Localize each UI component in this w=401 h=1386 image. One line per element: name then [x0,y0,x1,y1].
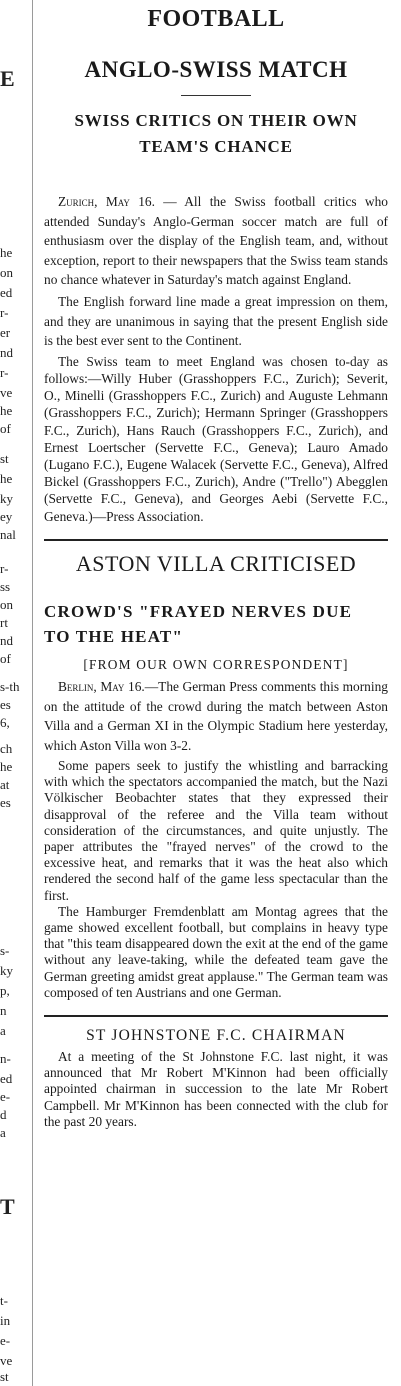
article-paragraph [44,677,388,756]
left-fragment: he [0,403,13,418]
left-fragment: es [0,795,11,810]
left-fragment: he [0,245,13,260]
article-anglo-swiss [44,57,388,525]
left-fragment: r- [0,365,9,380]
article-paragraph: At a meeting of the St Johnstone F.C. last night, it was announced that Mr Robert M'Kinnon had been officially appointed chairman in succession to the late Mr Robert Campbell. Mr M'Kinnon has been connected with the club for the past 20 years. [44,1049,388,1129]
left-fragment: on [0,597,13,612]
left-fragment: T [0,1194,15,1219]
left-fragment: E [0,66,15,91]
left-fragment: er [0,325,11,340]
left-fragment: e- [0,1333,11,1348]
left-fragment: ky [0,963,13,978]
left-fragment: p, [0,983,10,998]
article-st-johnstone [44,1027,388,1130]
subheadline-line: CROWD'S "FRAYED NERVES DUE [44,601,353,621]
article-divider [44,1015,388,1017]
left-fragment: on [0,265,13,280]
adjacent-column-fragments [0,0,30,1386]
headline-divider [181,95,251,96]
article-paragraph: The Swiss team to meet England was chosen to-day as follows:—Willy Huber (Grasshoppers F.C., Zurich); Severit, O., Minelli (Grasshoppers F.C., Zurich) and Auguste Lehmann (Grasshoppers F.C., Zurich); Hermann Springer (Grasshoppers F.C., Zurich), Hans Rauch (Grasshoppers F.C., Zurich), and Ernest Loertscher (Servette F.C., Geneva); Lauro Amado (Lugano F.C.), Eugene Walacek (Servette F.C., Geneva), Alfred Bickel (Grasshoppers F.C., Zurich), Andre ("Trello") Abegglen (Servette F.C., Geneva), and Georges Aebi (Servette F.C., Geneva.)—Press Association. [44,353,388,524]
left-fragment: of [0,651,11,666]
subheadline-line: TEAM'S CHANCE [139,137,293,156]
left-fragment: nal [0,527,16,542]
article-headline: ANGLO-SWISS MATCH [84,57,348,82]
article-paragraph: The Hamburger Fremdenblatt am Montag agrees that the game showed excellent football, but complains in heavy type that "this team disappeared down the exit at the end of the game without any leave-taking, while the defeated team gave the German greeting amidst great applause." The German team was composed of ten Austrians and one German. [44,903,388,1000]
left-fragment: s-th [0,679,20,694]
article-aston-villa [44,551,388,1001]
left-fragment: 6, [0,715,10,730]
left-fragment: of [0,421,11,436]
left-fragment: st [0,451,9,466]
correspondent-line: [FROM OUR OWN CORRESPONDENT] [83,656,349,672]
left-fragment: a [0,1023,6,1038]
subheadline-line: TO THE HEAT" [44,626,184,646]
article-divider [44,539,388,541]
left-fragment: he [0,759,13,774]
left-fragment: st [0,1369,9,1384]
article-headline: ASTON VILLA CRITICISED [75,550,357,576]
left-fragment: ey [0,509,13,524]
left-fragment: nd [0,633,13,648]
left-fragment: n [0,1003,7,1018]
paragraph-text: —The German Press comments this morning on the attitude of the crowd during the match between Aston Villa and a German XI in the Olympic Stadium here yesterday, which Aston Villa won 3-2. [44,678,388,754]
left-fragment: ve [0,1353,13,1368]
article-paragraph: The English forward line made a great impression on them, and they are unanimous in saying that the present English side is the best ever sent to the Continent. [44,293,388,349]
left-fragment: n- [0,1051,11,1066]
left-fragment: rt [0,615,8,630]
dateline: Berlin, May 16. [58,678,145,694]
left-fragment: es [0,697,11,712]
article-paragraph: Some papers seek to justify the whistling and barracking with which the spectators accompanied the match, but the Nazi Völkischer Beobachter states that they expressed their disapproval of the referee and the Villa team without consideration of the circumstances, and quite unjustly. The paper attributes the "frayed nerves" of the crowd to the excessive heat, and remarks that it was the heat also which rendered the second half of the game less spectacular than the first. [44,757,388,903]
left-fragment: ch [0,741,13,756]
dateline: Zurich, May 16. [58,194,155,209]
newspaper-column [44,0,388,1130]
column-divider [32,0,33,1386]
left-fragment: a [0,1125,6,1140]
left-fragment: d [0,1107,7,1122]
left-fragment: r- [0,561,9,576]
left-fragment: t- [0,1293,8,1308]
left-fragment: in [0,1313,11,1328]
left-fragment: ve [0,385,13,400]
article-headline: ST JOHNSTONE F.C. CHAIRMAN [86,1027,346,1045]
left-fragment: s- [0,943,10,958]
article-paragraph [44,192,388,290]
left-fragment: r- [0,305,9,320]
paragraph-text: — All the Swiss football critics who attended Sunday's Anglo-German soccer match are full of enthusiasm over the display of the English team, and, without exception, report to their newspapers that the Swiss team stands no chance whatever in Saturday's match against England. [44,194,388,288]
left-fragment: ed [0,285,13,300]
left-fragment: ed [0,1071,13,1086]
left-fragment: e- [0,1089,11,1104]
section-heading: FOOTBALL [147,6,285,32]
left-fragment: at [0,777,10,792]
article-subheadline [44,599,388,649]
left-fragment: ss [0,579,11,594]
article-subheadline [44,108,388,160]
left-fragment: he [0,471,13,486]
left-fragment: nd [0,345,13,360]
left-fragment: ky [0,491,13,506]
subheadline-line: SWISS CRITICS ON THEIR OWN [74,111,358,130]
